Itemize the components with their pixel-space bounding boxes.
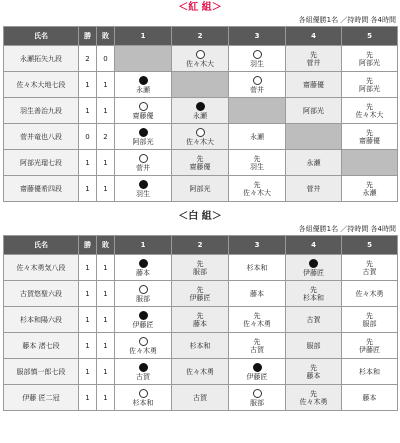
self-match-cell xyxy=(342,150,398,176)
match-cell xyxy=(115,124,172,150)
win-count: 1 xyxy=(79,150,97,176)
sente-marker: 先 xyxy=(253,311,261,320)
match-cell xyxy=(342,333,398,359)
opponent-name: 藤本 xyxy=(362,393,377,402)
player-row xyxy=(4,72,398,98)
match-cell xyxy=(115,307,172,333)
win-count: 1 xyxy=(79,255,97,281)
opponent-name: 服部 xyxy=(136,294,150,303)
win-count: 1 xyxy=(79,359,97,385)
column-header: 敗 xyxy=(97,27,115,46)
open-circle-icon xyxy=(253,50,262,59)
opponent-name: 杉本和 xyxy=(132,398,154,407)
opponent-name: 服部 xyxy=(306,341,321,350)
opponent-name: 杉本和 xyxy=(189,341,211,350)
opponent-name: 古賀 xyxy=(250,345,264,354)
match-cell xyxy=(286,46,342,72)
player-row xyxy=(4,307,398,333)
column-header: 氏名 xyxy=(4,27,79,46)
opponent-name: 阿部光 xyxy=(132,137,154,146)
win-count: 1 xyxy=(79,72,97,98)
filled-circle-icon xyxy=(309,259,318,268)
red-table-body xyxy=(4,46,398,202)
column-header: 4 xyxy=(286,27,342,46)
white-header-row xyxy=(4,236,398,255)
match-cell xyxy=(115,176,172,202)
column-header: 4 xyxy=(286,236,342,255)
player-name: 菅井竜也八段 xyxy=(4,124,79,150)
player-row xyxy=(4,98,398,124)
player-name: 古賀悠聖六段 xyxy=(4,281,79,307)
opponent-name: 永瀬 xyxy=(362,188,377,197)
win-count: 0 xyxy=(79,124,97,150)
match-cell xyxy=(286,281,342,307)
self-match-cell xyxy=(115,46,172,72)
loss-count: 1 xyxy=(97,281,115,307)
open-circle-icon xyxy=(196,50,205,59)
column-header: 2 xyxy=(172,27,229,46)
player-name: 伊藤 匠二冠 xyxy=(4,385,79,411)
match-cell xyxy=(115,385,172,411)
sente-marker: 先 xyxy=(310,363,317,372)
open-circle-icon xyxy=(253,389,262,398)
sente-marker: 先 xyxy=(253,154,261,163)
match-cell xyxy=(229,46,286,72)
match-cell xyxy=(172,359,229,385)
open-circle-icon xyxy=(196,128,205,137)
loss-count: 1 xyxy=(97,333,115,359)
red-group-note: 各組優勝1名 ／持時間 各4時間 xyxy=(298,16,396,24)
opponent-name: 佐々木勇 xyxy=(243,319,271,328)
loss-count: 1 xyxy=(97,176,115,202)
sente-marker: 先 xyxy=(310,285,317,294)
match-cell xyxy=(229,124,286,150)
loss-count: 1 xyxy=(97,385,115,411)
opponent-name: 齋藤優 xyxy=(303,80,324,89)
player-row xyxy=(4,359,398,385)
filled-circle-icon xyxy=(139,311,148,320)
match-cell xyxy=(172,333,229,359)
match-cell xyxy=(115,255,172,281)
opponent-name: 伊藤匠 xyxy=(359,345,380,354)
match-cell xyxy=(286,333,342,359)
player-row xyxy=(4,333,398,359)
red-group-title: ＜紅 組＞ xyxy=(178,2,222,13)
opponent-name: 阿部光 xyxy=(303,106,324,115)
white-group-title: ＜白 組＞ xyxy=(178,211,222,222)
open-circle-icon xyxy=(139,389,148,398)
match-cell xyxy=(229,385,286,411)
filled-circle-icon xyxy=(139,128,148,137)
match-cell xyxy=(229,72,286,98)
open-circle-icon xyxy=(139,337,148,346)
match-cell xyxy=(342,255,398,281)
open-circle-icon xyxy=(253,76,262,85)
match-cell xyxy=(342,98,398,124)
opponent-name: 古賀 xyxy=(136,372,150,381)
match-cell xyxy=(342,359,398,385)
player-row xyxy=(4,150,398,176)
opponent-name: 菅井 xyxy=(136,163,150,172)
win-count: 1 xyxy=(79,176,97,202)
win-count: 1 xyxy=(79,385,97,411)
sente-marker: 先 xyxy=(366,50,373,59)
player-row xyxy=(4,255,398,281)
sente-marker: 先 xyxy=(196,311,204,320)
opponent-name: 藤本 xyxy=(193,319,207,328)
match-cell xyxy=(172,307,229,333)
loss-count: 1 xyxy=(97,98,115,124)
match-cell xyxy=(286,98,342,124)
open-circle-icon xyxy=(139,154,148,163)
opponent-name: 羽生 xyxy=(250,162,264,171)
opponent-name: 伊藤匠 xyxy=(303,268,324,277)
player-row xyxy=(4,176,398,202)
match-cell xyxy=(286,72,342,98)
loss-count: 0 xyxy=(97,46,115,72)
opponent-name: 齋藤優 xyxy=(189,162,211,171)
match-cell xyxy=(229,150,286,176)
loss-count: 2 xyxy=(97,124,115,150)
opponent-name: 伊藤匠 xyxy=(132,320,154,329)
opponent-name: 菅井 xyxy=(306,58,321,67)
sente-marker: 先 xyxy=(366,259,373,268)
match-cell xyxy=(286,176,342,202)
column-header: 勝 xyxy=(79,236,97,255)
sente-marker: 先 xyxy=(366,128,373,137)
opponent-name: 阿部光 xyxy=(359,84,380,93)
player-name: 永瀬拓矢九段 xyxy=(4,46,79,72)
match-cell xyxy=(286,359,342,385)
sente-marker: 先 xyxy=(310,50,317,59)
opponent-name: 伊藤匠 xyxy=(246,372,268,381)
match-cell xyxy=(172,281,229,307)
opponent-name: 杉本和 xyxy=(303,293,324,302)
match-cell xyxy=(342,46,398,72)
match-cell xyxy=(286,307,342,333)
match-cell xyxy=(286,385,342,411)
column-header: 3 xyxy=(229,27,286,46)
white-group-note: 各組優勝1名 ／持時間 各4時間 xyxy=(298,225,396,233)
filled-circle-icon xyxy=(196,102,205,111)
opponent-name: 服部 xyxy=(193,267,207,276)
white-league-table xyxy=(3,235,398,411)
match-cell xyxy=(172,98,229,124)
white-table-body xyxy=(4,255,398,411)
opponent-name: 藤本 xyxy=(250,289,264,298)
match-cell xyxy=(229,176,286,202)
red-league-table xyxy=(3,26,398,202)
match-cell xyxy=(172,150,229,176)
filled-circle-icon xyxy=(139,180,148,189)
match-cell xyxy=(229,307,286,333)
match-cell xyxy=(172,46,229,72)
match-cell xyxy=(342,176,398,202)
opponent-name: 齋藤優 xyxy=(359,136,380,145)
sente-marker: 先 xyxy=(253,180,261,189)
opponent-name: 羽生 xyxy=(250,59,264,68)
opponent-name: 菅井 xyxy=(306,184,321,193)
opponent-name: 服部 xyxy=(362,319,377,328)
player-row xyxy=(4,281,398,307)
open-circle-icon xyxy=(139,285,148,294)
opponent-name: 佐々木勇 xyxy=(355,289,384,298)
sente-marker: 先 xyxy=(196,285,204,294)
sente-marker: 先 xyxy=(366,180,373,189)
player-name: 佐々木勇気八段 xyxy=(4,255,79,281)
opponent-name: 佐々木大 xyxy=(355,110,384,119)
player-row xyxy=(4,46,398,72)
column-header: 5 xyxy=(342,27,398,46)
column-header: 2 xyxy=(172,236,229,255)
self-match-cell xyxy=(229,98,286,124)
match-cell xyxy=(115,98,172,124)
win-count: 1 xyxy=(79,307,97,333)
filled-circle-icon xyxy=(253,363,262,372)
filled-circle-icon xyxy=(139,259,148,268)
opponent-name: 古賀 xyxy=(306,315,321,324)
loss-count: 1 xyxy=(97,72,115,98)
column-header: 敗 xyxy=(97,236,115,255)
win-count: 2 xyxy=(79,46,97,72)
opponent-name: 菅井 xyxy=(250,85,264,94)
match-cell xyxy=(229,333,286,359)
opponent-name: 藤本 xyxy=(136,268,150,277)
match-cell xyxy=(115,359,172,385)
player-name: 羽生善治九段 xyxy=(4,98,79,124)
player-name: 服部慎一郎七段 xyxy=(4,359,79,385)
player-name: 阿部光瑠七段 xyxy=(4,150,79,176)
column-header: 5 xyxy=(342,236,398,255)
opponent-name: 永瀬 xyxy=(250,132,264,141)
sente-marker: 先 xyxy=(366,311,373,320)
column-header: 勝 xyxy=(79,27,97,46)
match-cell xyxy=(115,150,172,176)
opponent-name: 永瀬 xyxy=(136,85,150,94)
match-cell xyxy=(342,72,398,98)
win-count: 1 xyxy=(79,98,97,124)
opponent-name: 齋藤優 xyxy=(132,111,154,120)
red-header-row xyxy=(4,27,398,46)
opponent-name: 杉本和 xyxy=(246,263,268,272)
filled-circle-icon xyxy=(139,363,148,372)
opponent-name: 永瀬 xyxy=(193,111,207,120)
player-row xyxy=(4,124,398,150)
opponent-name: 藤本 xyxy=(306,371,321,380)
opponent-name: 伊藤匠 xyxy=(189,293,211,302)
loss-count: 1 xyxy=(97,255,115,281)
column-header: 1 xyxy=(115,236,172,255)
match-cell xyxy=(342,281,398,307)
filled-circle-icon xyxy=(139,76,148,85)
sente-marker: 先 xyxy=(196,154,204,163)
player-name: 藤本 渚七段 xyxy=(4,333,79,359)
match-cell xyxy=(172,385,229,411)
opponent-name: 杉本和 xyxy=(359,367,380,376)
sente-marker: 先 xyxy=(310,389,317,398)
column-header: 氏名 xyxy=(4,236,79,255)
match-cell xyxy=(286,255,342,281)
sente-marker: 先 xyxy=(253,337,261,346)
opponent-name: 古賀 xyxy=(362,267,377,276)
match-cell xyxy=(229,359,286,385)
loss-count: 1 xyxy=(97,150,115,176)
opponent-name: 佐々木大 xyxy=(243,188,271,197)
match-cell xyxy=(286,150,342,176)
match-cell xyxy=(172,176,229,202)
opponent-name: 服部 xyxy=(250,398,264,407)
open-circle-icon xyxy=(139,102,148,111)
opponent-name: 佐々木大 xyxy=(186,137,214,146)
sente-marker: 先 xyxy=(196,259,204,268)
opponent-name: 永瀬 xyxy=(306,158,321,167)
match-cell xyxy=(229,281,286,307)
self-match-cell xyxy=(172,72,229,98)
loss-count: 1 xyxy=(97,307,115,333)
player-name: 齋藤優希四段 xyxy=(4,176,79,202)
match-cell xyxy=(229,255,286,281)
self-match-cell xyxy=(286,124,342,150)
loss-count: 1 xyxy=(97,359,115,385)
opponent-name: 佐々木勇 xyxy=(299,397,328,406)
sente-marker: 先 xyxy=(366,337,373,346)
match-cell xyxy=(172,255,229,281)
player-name: 佐々木大地七段 xyxy=(4,72,79,98)
opponent-name: 羽生 xyxy=(136,189,150,198)
opponent-name: 佐々木大 xyxy=(186,59,214,68)
match-cell xyxy=(115,72,172,98)
opponent-name: 佐々木勇 xyxy=(186,367,214,376)
match-cell xyxy=(115,333,172,359)
player-name: 杉本和陽六段 xyxy=(4,307,79,333)
match-cell xyxy=(342,124,398,150)
win-count: 1 xyxy=(79,333,97,359)
opponent-name: 古賀 xyxy=(193,393,207,402)
sente-marker: 先 xyxy=(366,102,373,111)
match-cell xyxy=(172,124,229,150)
column-header: 1 xyxy=(115,27,172,46)
opponent-name: 阿部光 xyxy=(189,184,211,193)
column-header: 3 xyxy=(229,236,286,255)
sente-marker: 先 xyxy=(366,76,373,85)
match-cell xyxy=(342,385,398,411)
opponent-name: 佐々木勇 xyxy=(129,346,157,355)
match-cell xyxy=(342,307,398,333)
player-row xyxy=(4,385,398,411)
win-count: 1 xyxy=(79,281,97,307)
opponent-name: 阿部光 xyxy=(359,58,380,67)
match-cell xyxy=(115,281,172,307)
